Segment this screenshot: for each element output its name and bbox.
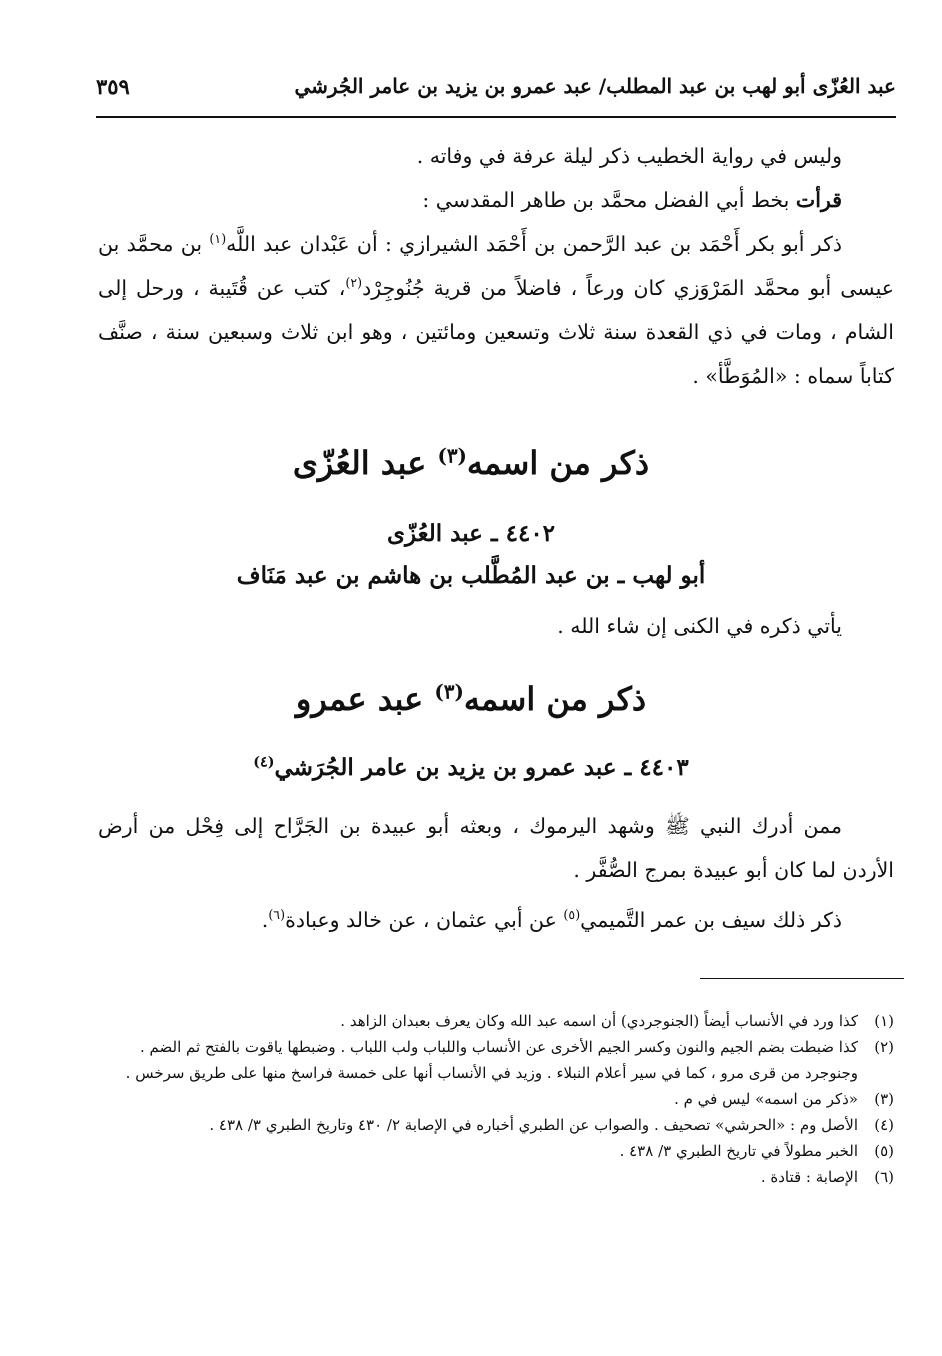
footnote-1: (١) كذا ورد في الأنساب أيضاً (الجنوجردي) أن اسمه عبد الله وكان يعرف بعبدان الزاهد . (340, 1012, 894, 1030)
entry-subheading-abu-lahab: أبو لهب ـ بن عبد المُطَّلب بن هاشم بن عبد مَنَاف (236, 562, 706, 589)
footnote-3: (٣) «ذكر من اسمه» ليس في م . (674, 1090, 894, 1108)
footnotes (100, 1008, 894, 1190)
footnote-divider (700, 978, 904, 979)
footnote-2: (٢) كذا ضبطت بضم الجيم والنون وكسر الجيم الأخرى عن الأنساب واللباب ولب اللباب . وضبطها ياقوت بالفتح ثم الضم . وجنوجرد من قرى مرو ، كما في سير أعلام النبلاء . وزيد في الأنساب أنها على خمسة فراسخ منها على طريق سرخس . (125, 1038, 894, 1082)
section-heading-abd-al-uzza: ذكر من اسمه$^{(٣)}$ عبد العُزّى (292, 443, 650, 482)
main-text-top (98, 134, 894, 398)
footnote-6: (٦) الإصابة : قتادة . (760, 1168, 894, 1186)
footnote-5: (٥) الخبر مطولاً في تاريخ الطبري ٣/ ٤٣٨ . (619, 1142, 894, 1160)
paragraph-1: وليس في رواية الخطيب ذكر ليلة عرفة في وفاته . (416, 144, 842, 168)
footnote-ref-5: (٥) (563, 907, 581, 923)
entry-4403-paragraph-1: ممن أدرك النبي ﷺ وشهد اليرموك ، وبعثه أبو عبيدة بن الجَرَّاح إلى فِحْل من أرض الأردن لما كان أبو عبيدة بمرج الصُّفَّر . (98, 814, 894, 882)
entry-heading-4403: ٤٤٠٣ ـ عبد عمرو بن يزيد بن عامر الجُرَشي$^{(٤)}$ (253, 754, 689, 781)
footnote-ref-1: (١) (209, 231, 227, 247)
footnote-ref-4: (٤) (253, 754, 275, 771)
page-header (96, 60, 896, 118)
footnote-4: (٤) الأصل وم : «الحرشي» تصحيف . والصواب عن الطبري أخباره في الإصابة ٢/ ٤٣٠ وتاريخ الطبري ٣/ ٤٣٨ . (209, 1116, 894, 1134)
paragraph-2: قرأت بخط أبي الفضل محمَّد بن طاهر المقدسي : (422, 188, 842, 212)
running-title: عبد العُزّى أبو لهب بن عبد المطلب/ عبد عمرو بن يزيد بن عامر الجُرشي (294, 74, 896, 98)
page-number: ٣٥٩ (96, 74, 130, 99)
footnote-ref-2: (٢) (345, 275, 363, 291)
footnote-ref-6: (٦) (268, 907, 286, 923)
entry-heading-4402: ٤٤٠٢ ـ عبد العُزّى (386, 520, 556, 547)
paragraph-3: ذكر أبو بكر أَحْمَد بن عبد الرَّحمن بن أَحْمَد الشيرازي : أن عَبْدان عبد اللَّه$^{(١)}$ بن محمَّد بن عيسى أبو محمَّد المَرْوَزي كان ورعاً ، فاضلاً من قرية جُنُوجِرْد$^{(٢)}$، كتب عن قُتَيبة ، ورحل إلى الشام ، ومات في ذي القعدة سنة ثلاث وتسعين ومائتين ، وهو ابن ثلاث وسبعين سنة ، صنَّف كتاباً سماه : «المُوَطَّأ» . (98, 231, 894, 388)
paragraph-2-lead: قرأت (795, 188, 842, 212)
entry-4403-paragraph-2: ذكر ذلك سيف بن عمر التَّميمي$^{(٥)}$ عن أبي عثمان ، عن خالد وعبادة$^{(٦)}$. (261, 907, 842, 932)
entry-4403-text (98, 804, 894, 942)
entry-4402-text: يأتي ذكره في الكنى إن شاء الله . (557, 614, 842, 638)
section-heading-abd-amr: ذكر من اسمه$^{(٣)}$ عبد عمرو (295, 679, 647, 718)
